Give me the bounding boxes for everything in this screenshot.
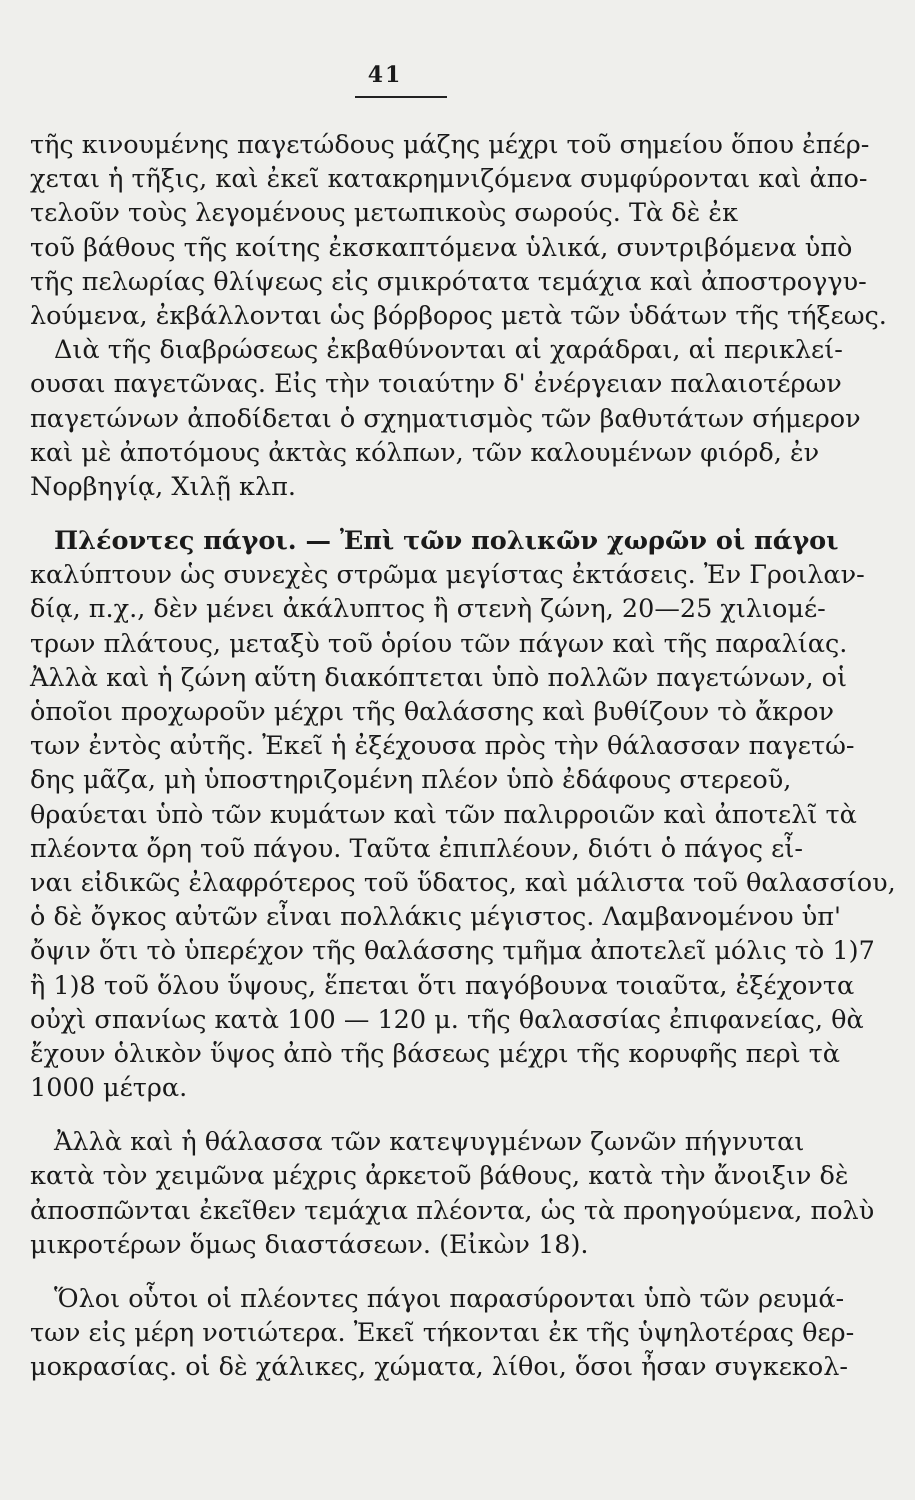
- paragraph-drifting-ice: [30, 1282, 855, 1385]
- page-number: 41: [367, 62, 403, 88]
- text-line: ουσαι παγετῶνας. Εἰς τὴν τοιαύτην δ' ἐνέργειαν παλαιοτέρων: [30, 369, 842, 400]
- paragraph-sea-ice: [30, 1125, 875, 1262]
- text-line: Νορβηγίᾳ, Χιλῇ κλπ.: [30, 471, 297, 502]
- text-line: ἔχουν ὁλικὸν ὕψος ἀπὸ τῆς βάσεως μέχρι τῆς κορυφῆς περὶ τὰ: [30, 1038, 841, 1069]
- text-line: των ἐντὸς αὐτῆς. Ἐκεῖ ἡ ἐξέχουσα πρὸς τὴν θάλασσαν παγετώ-: [30, 731, 855, 762]
- text-line: οὐχὶ σπανίως κατὰ 100 — 120 μ. τῆς θαλασσίας ἐπιφανείας, θὰ: [30, 1004, 864, 1035]
- text-line: τελοῦν τοὺς λεγομένους μετωπικοὺς σωρούς. Τὰ δὲ ἐκ: [30, 198, 739, 229]
- text-line: Διὰ τῆς διαβρώσεως ἐκβαθύνονται αἱ χαράδραι, αἱ περικλεί-: [54, 335, 843, 366]
- text-line: ἀποσπῶνται ἐκεῖθεν τεμάχια πλέοντα, ὡς τὰ προηγούμενα, πολὺ: [30, 1195, 875, 1226]
- text-line: δης μᾶζα, μὴ ὑποστηριζομένη πλέον ὑπὸ ἐδάφους στερεοῦ,: [30, 765, 792, 796]
- text-line: τοῦ βάθους τῆς κοίτης ἐκσκαπτόμενα ὑλικά, συντριβόμενα ὑπὸ: [30, 232, 853, 263]
- paragraph-gap: [30, 504, 790, 524]
- text-line: παγετώνων ἀποδίδεται ὁ σχηματισμὸς τῶν βαθυτάτων σήμερον: [30, 403, 861, 434]
- text-line: τῆς κινουμένης παγετώδους μάζης μέχρι τοῦ σημείου ὅπου ἐπέρ-: [30, 130, 870, 160]
- text-line: 1000 μέτρα.: [30, 1073, 188, 1104]
- text-line: Ὅλοι οὗτοι οἱ πλέοντες πάγοι παρασύρονται ὑπὸ τῶν ρευμά-: [54, 1284, 845, 1314]
- paragraph-gap: [30, 1262, 790, 1282]
- paragraph-floating-ice: [30, 524, 896, 1105]
- text-line: καλύπτουν ὡς συνεχὲς στρῶμα μεγίστας ἐκτάσεις. Ἐν Γροιλαν-: [30, 560, 865, 591]
- text-line: ναι εἰδικῶς ἐλαφρότερος τοῦ ὕδατος, καὶ μάλιστα τοῦ θαλασσίου,: [30, 867, 896, 898]
- text-line: ὁποῖοι προχωροῦν μέχρι τῆς θαλάσσης καὶ βυθίζουν τὸ ἄκρον: [30, 697, 834, 727]
- text-line: κατὰ τὸν χειμῶνα μέχρις ἀρκετοῦ βάθους, κατὰ τὴν ἄνοιξιν δὲ: [30, 1161, 849, 1192]
- paragraph-gap: [30, 1105, 790, 1125]
- page-number-rule: [355, 96, 447, 98]
- text-line: πλέοντα ὄρη τοῦ πάγου. Ταῦτα ἐπιπλέουν, διότι ὁ πάγος εἶ-: [30, 833, 803, 864]
- text-line: δίᾳ, π.χ., δὲν μένει ἀκάλυπτος ἢ στενὴ ζώνη, 20—25 χιλιομέ-: [30, 594, 826, 625]
- text-line: ὄψιν ὅτι τὸ ὑπερέχον τῆς θαλάσσης τμῆμα ἀποτελεῖ μόλις τὸ 1)7: [30, 936, 875, 967]
- text-line: ἢ 1)8 τοῦ ὅλου ὕψους, ἕπεται ὅτι παγόβουνα τοιαῦτα, ἐξέχοντα: [30, 970, 855, 1001]
- body-text: [30, 128, 896, 1385]
- text-line: τρων πλάτους, μεταξὺ τοῦ ὁρίου τῶν πάγων καὶ τῆς παραλίας.: [30, 628, 848, 659]
- paragraph-glacier-moraines: [30, 128, 887, 504]
- text-line: καὶ μὲ ἀποτόμους ἀκτὰς κόλπων, τῶν καλουμένων φιόρδ, ἐν: [30, 437, 820, 468]
- text-line: ὁ δὲ ὄγκος αὐτῶν εἶναι πολλάκις μέγιστος. Λαμβανομένου ὑπ': [30, 902, 842, 933]
- text-line: λούμενα, ἐκβάλλονται ὡς βόρβορος μετὰ τῶν ὑδάτων τῆς τήξεως.: [30, 300, 887, 331]
- text-line: θραύεται ὑπὸ τῶν κυμάτων καὶ τῶν παλιρροιῶν καὶ ἀποτελῖ τὰ: [30, 799, 857, 830]
- text-line: Ἀλλὰ καὶ ἡ θάλασσα τῶν κατεψυγμένων ζωνῶν πήγνυται: [54, 1127, 805, 1158]
- text-line: μικροτέρων ὅμως διαστάσεων. (Εἰκὼν 18).: [30, 1229, 589, 1260]
- text-line: Ἀλλὰ καὶ ἡ ζώνη αὕτη διακόπτεται ὑπὸ πολλῶν παγετώνων, οἱ: [30, 662, 848, 693]
- text-line: μοκρασίας. οἱ δὲ χάλικες, χώματα, λίθοι, ὅσοι ἦσαν συγκεκολ-: [30, 1352, 849, 1383]
- text-line: των εἰς μέρη νοτιώτερα. Ἐκεῖ τήκονται ἐκ τῆς ὑψηλοτέρας θερ-: [30, 1318, 855, 1349]
- section-heading-line: Πλέοντες πάγοι. — Ἐπὶ τῶν πολικῶν χωρῶν οἱ πάγοι: [54, 526, 839, 557]
- text-line: χεται ἡ τῆξις, καὶ ἐκεῖ κατακρημνιζόμενα συμφύρονται καὶ ἀπο-: [30, 164, 868, 195]
- text-line: τῆς πελωρίας θλίψεως εἰς σμικρότατα τεμάχια καὶ ἀποστρογγυ-: [30, 266, 867, 297]
